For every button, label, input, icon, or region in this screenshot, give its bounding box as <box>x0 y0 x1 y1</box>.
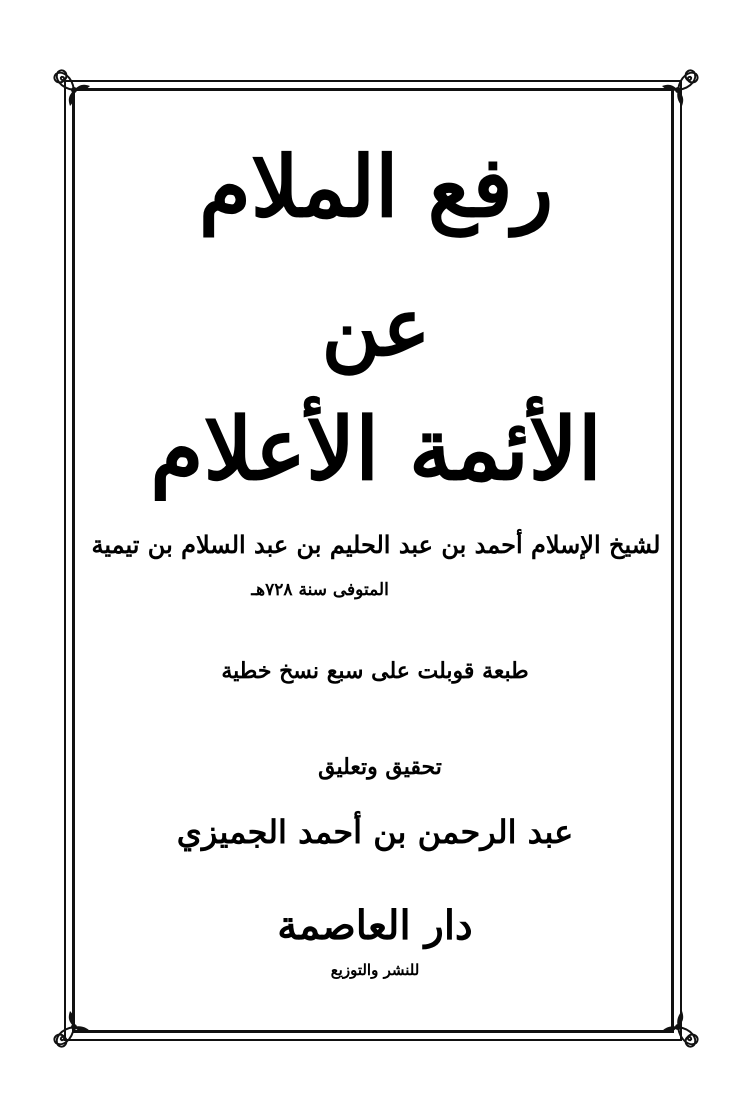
corner-ornament-icon <box>50 1003 98 1051</box>
publisher-name: دار العاصمة <box>277 902 473 949</box>
corner-ornament-icon <box>50 66 98 114</box>
publisher-subtitle: للنشر والتوزيع <box>330 961 420 979</box>
author-line: لشيخ الإسلام أحمد بن عبد الحليم بن عبد السلام بن تيمية <box>91 530 661 559</box>
editor-name: عبد الرحمن بن أحمد الجميزي <box>176 813 574 851</box>
title-line-2: عن <box>321 280 431 374</box>
title-page <box>90 110 662 1010</box>
death-date: المتوفى سنة ٧٢٨هـ <box>251 580 389 600</box>
tahqiq-label: تحقيق وتعليق <box>318 754 442 780</box>
title-line-3: الأئمة الأعلام <box>150 399 602 500</box>
edition-note: طبعة قوبلت على سبع نسخ خطية <box>221 658 529 684</box>
corner-ornament-icon <box>654 66 702 114</box>
corner-ornament-icon <box>654 1003 702 1051</box>
title-line-1: رفع الملام <box>198 137 554 236</box>
